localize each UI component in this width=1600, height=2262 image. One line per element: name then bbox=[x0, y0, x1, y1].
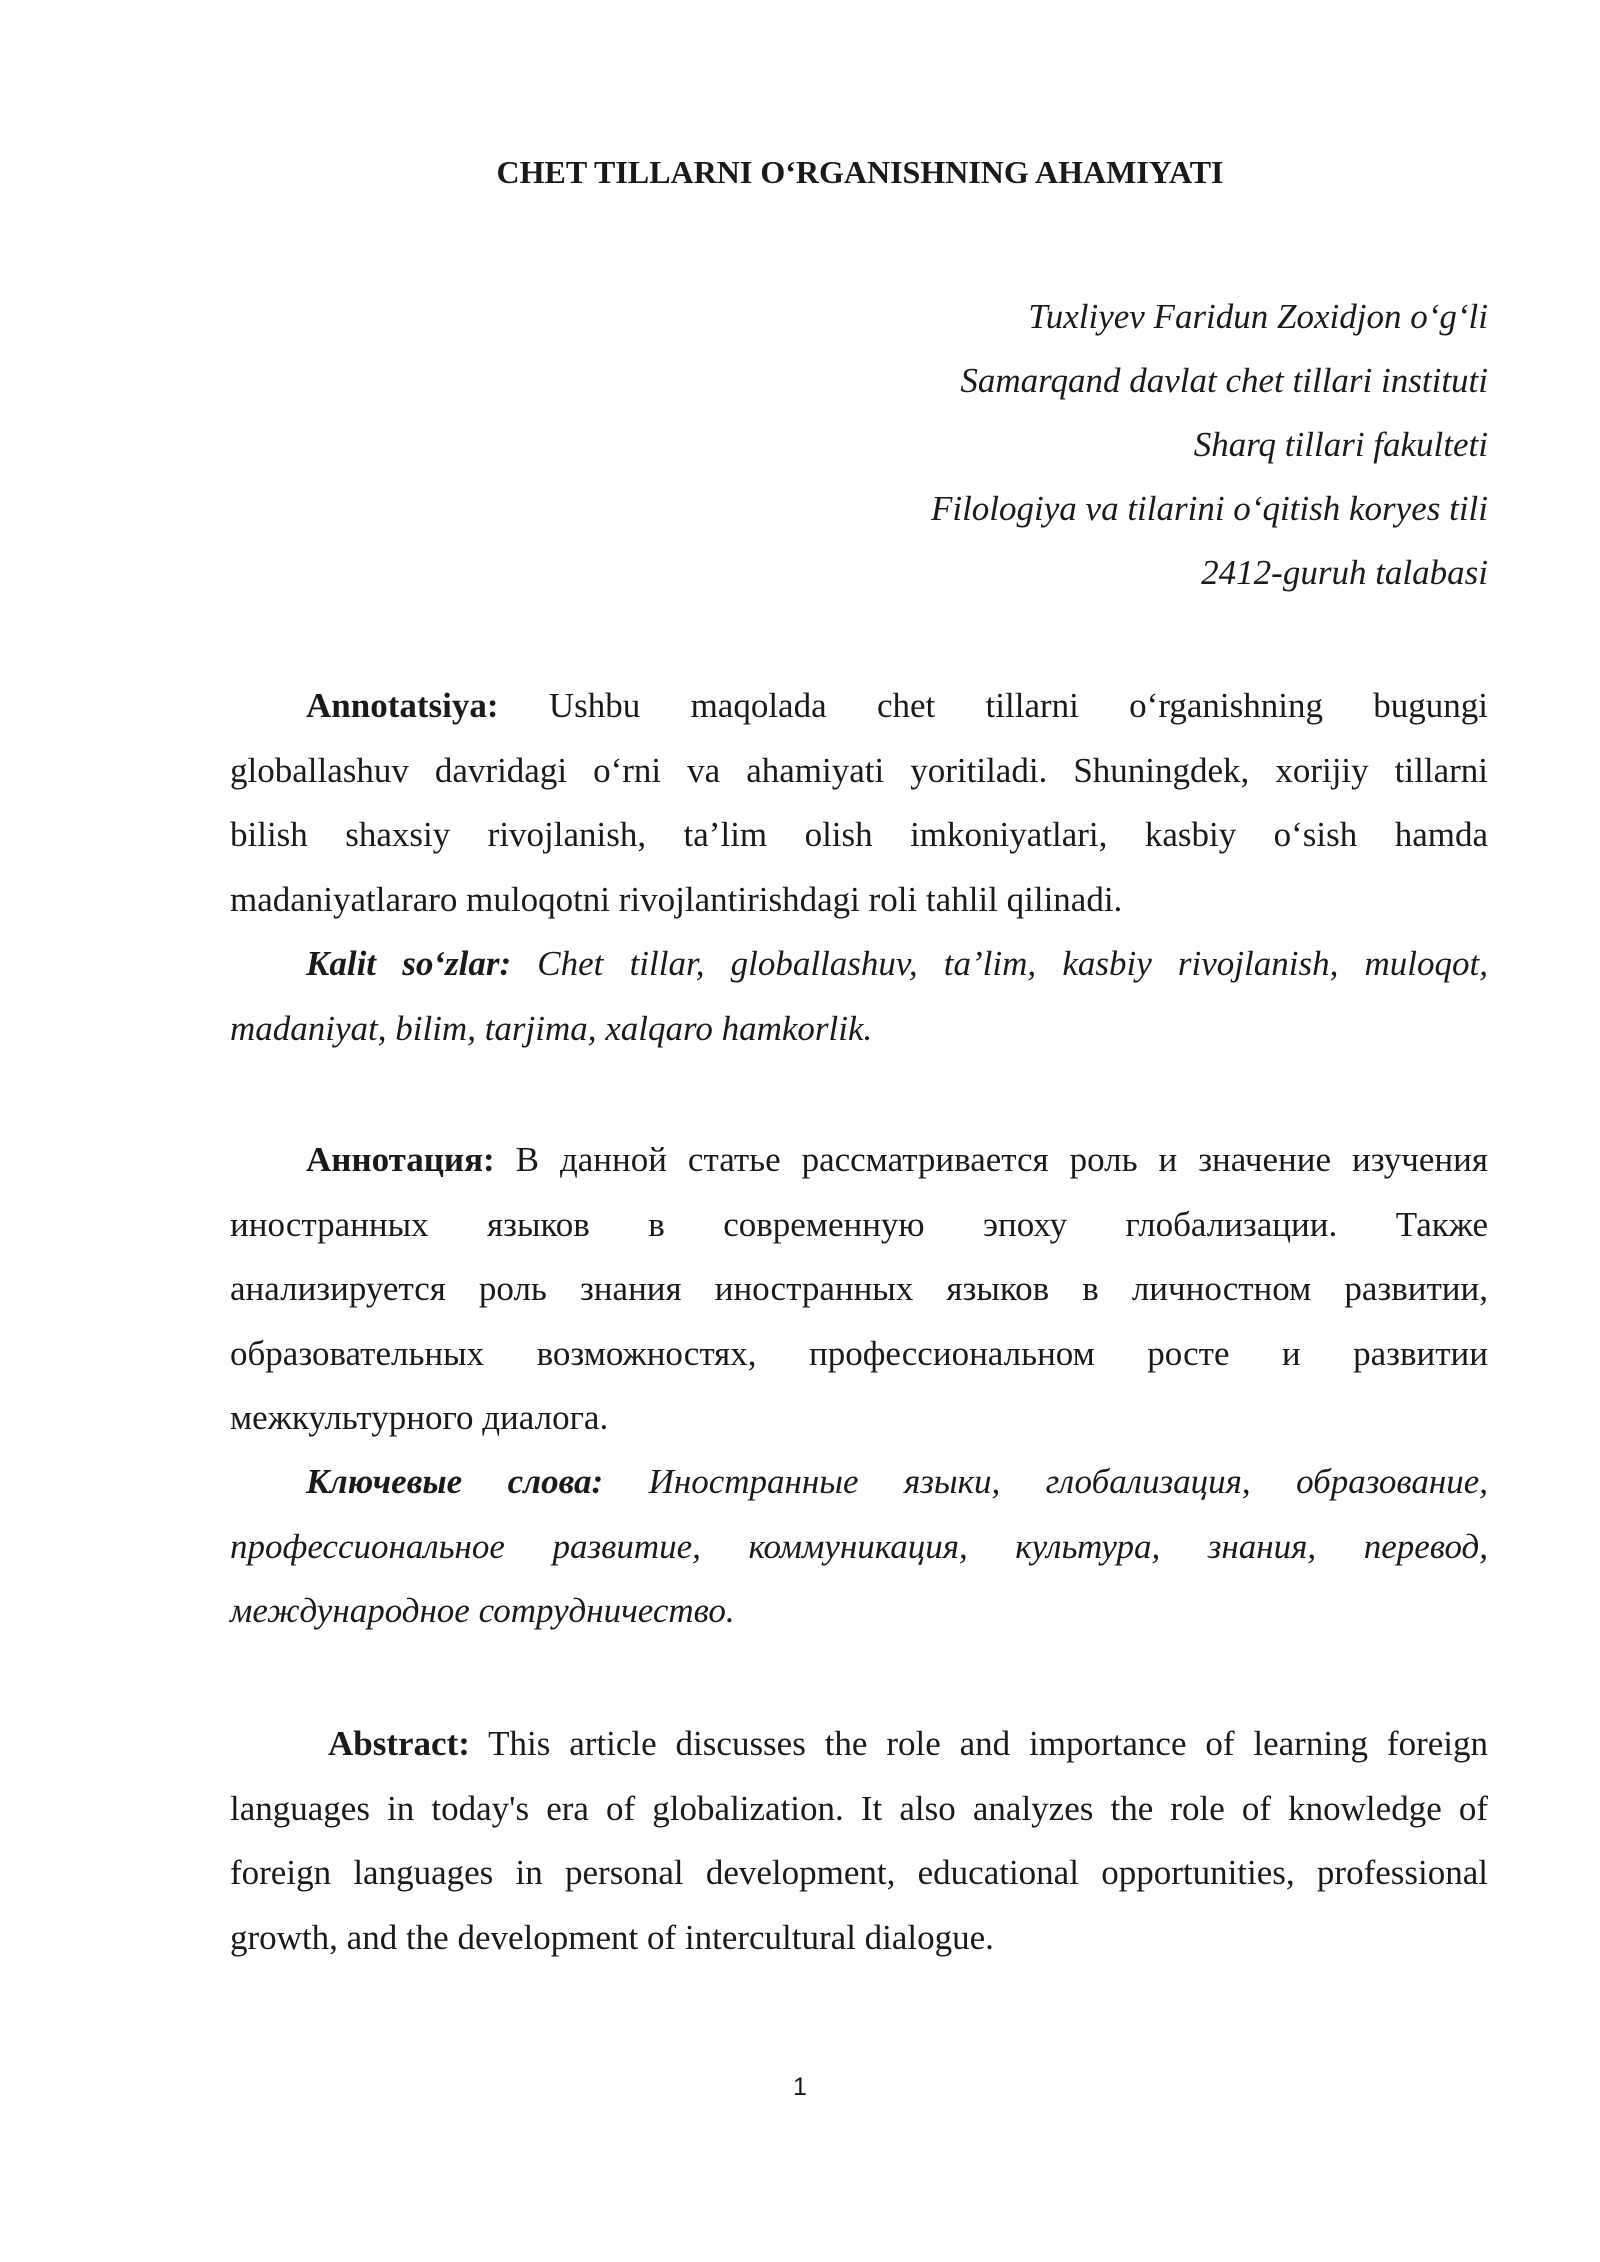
author-group: 2412-guruh talabasi bbox=[1201, 553, 1488, 592]
author-institution: Samarqand davlat chet tillari instituti bbox=[960, 361, 1488, 400]
keywords-ru-line bbox=[230, 1450, 1488, 1515]
keywords-uz-text: Chet tillar, globallashuv, ta’lim, kasbiy rivojlanish, muloqot, bbox=[537, 944, 1488, 983]
annotation-ru-label: Аннотация: bbox=[306, 1140, 495, 1179]
keywords-ru-text: Иностранные языки, глобализация, образование, bbox=[648, 1462, 1489, 1501]
annotation-ru-line bbox=[230, 1128, 1488, 1193]
author-name: Tuxliyev Faridun Zoxidjon o‘g‘li bbox=[1028, 297, 1488, 336]
abstract-en-line bbox=[230, 1712, 1488, 1777]
annotation-ru-line: образовательных возможностях, профессиональном росте и развитии bbox=[230, 1333, 1488, 1373]
keywords-uz bbox=[230, 932, 1488, 1061]
annotation-ru-text: В данной статье рассматривается роль и значение изучения bbox=[515, 1140, 1488, 1179]
annotation-uz-line: bilish shaxsiy rivojlanish, ta’lim olish imkoniyatlari, kasbiy o‘sish hamda bbox=[230, 815, 1488, 854]
annotation-ru-line: анализируется роль знания иностранных языков в личностном развитии, bbox=[230, 1269, 1488, 1308]
author-block bbox=[760, 285, 1488, 605]
paper-title: CHET TILLARNI O‘RGANISHNING AHAMIYATI bbox=[496, 154, 1224, 190]
annotation-uz bbox=[230, 674, 1488, 932]
annotation-ru bbox=[230, 1128, 1488, 1451]
keywords-uz-line: madaniyat, bilim, tarjima, xalqaro hamkorlik. bbox=[230, 1008, 873, 1048]
keywords-ru-line: международное сотрудничество. bbox=[230, 1591, 735, 1630]
page-number: 1 bbox=[793, 2073, 807, 2101]
annotation-uz-line: madaniyatlararo muloqotni rivojlantirishdagi roli tahlil qilinadi. bbox=[230, 879, 1123, 919]
annotation-ru-line: иностранных языков в современную эпоху глобализации. Также bbox=[230, 1204, 1488, 1244]
author-program: Filologiya va tilarini o‘qitish koryes tili bbox=[930, 489, 1488, 528]
annotation-uz-line bbox=[230, 674, 1488, 739]
keywords-ru-line: профессиональное развитие, коммуникация, культура, знания, перевод, bbox=[230, 1526, 1488, 1566]
annotation-uz-label: Annotatsiya: bbox=[306, 686, 499, 725]
annotation-uz-line: globallashuv davridagi o‘rni va ahamiyati yoritiladi. Shuningdek, xorijiy tillarni bbox=[230, 750, 1488, 790]
author-faculty: Sharq tillari fakulteti bbox=[1193, 425, 1488, 464]
abstract-en bbox=[230, 1712, 1488, 1970]
annotation-uz-text: Ushbu maqolada chet tillarni o‘rganishning bugungi bbox=[548, 686, 1489, 725]
abstract-en-label: Abstract: bbox=[328, 1724, 470, 1763]
abstract-en-line: foreign languages in personal development, educational opportunities, professional bbox=[230, 1853, 1488, 1892]
abstract-en-line: languages in today's era of globalization. It also analyzes the role of knowledge of bbox=[230, 1788, 1488, 1828]
abstract-en-line: growth, and the development of intercultural dialogue. bbox=[230, 1917, 994, 1957]
keywords-uz-label: Kalit so‘zlar: bbox=[306, 944, 512, 983]
keywords-uz-line bbox=[230, 932, 1488, 997]
annotation-ru-line: межкультурного диалога. bbox=[230, 1398, 609, 1437]
keywords-ru-label: Ключевые слова: bbox=[306, 1462, 604, 1501]
keywords-ru bbox=[230, 1450, 1488, 1644]
abstract-en-text: This article discusses the role and importance of learning foreign bbox=[488, 1724, 1488, 1763]
